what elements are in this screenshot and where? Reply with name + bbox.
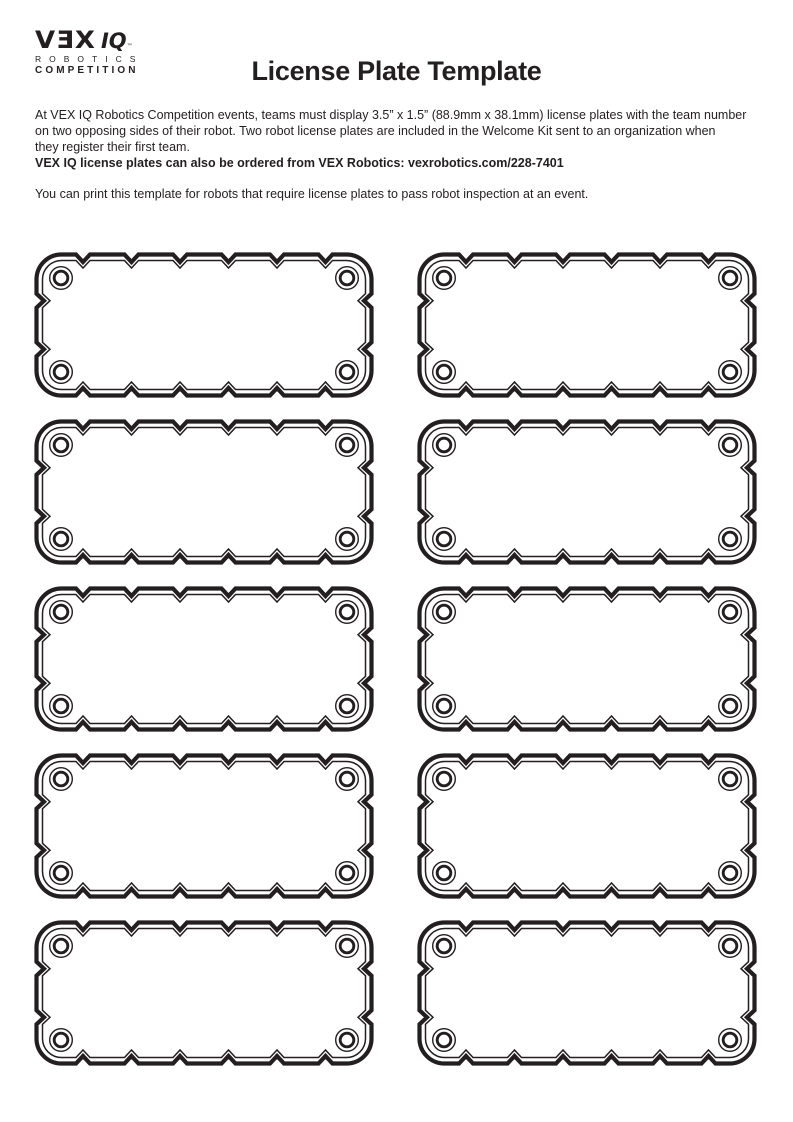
license-plate — [34, 753, 374, 899]
license-plate — [417, 252, 757, 398]
print-note: You can print this template for robots that require license plates to pass robot inspection at an event. — [35, 187, 589, 201]
intro-line-3: they register their first team. — [35, 140, 190, 154]
logo-robotics-text: ROBOTICS — [35, 54, 144, 64]
intro-line-2: on two opposing sides of their robot. Two robot license plates are included in the Welcome Kit sent to an organization when — [35, 124, 716, 138]
license-plate — [417, 419, 757, 565]
intro-line-1: At VEX IQ Robotics Competition events, teams must display 3.5” x 1.5” (88.9mm x 38.1mm) license plates with the team number — [35, 108, 747, 122]
intro-paragraph — [35, 107, 760, 171]
license-plate — [34, 586, 374, 732]
license-plate — [417, 753, 757, 899]
license-plate — [34, 252, 374, 398]
trademark-symbol: ™ — [126, 43, 133, 50]
iq-wordmark: IQ — [100, 29, 127, 53]
license-plate — [34, 920, 374, 1066]
license-plate — [417, 920, 757, 1066]
license-plate — [34, 419, 374, 565]
logo-competition-text: COMPETITION — [35, 65, 139, 76]
license-plate — [417, 586, 757, 732]
page-title: License Plate Template — [251, 56, 542, 86]
license-plate-grid — [34, 252, 757, 1066]
vex-wordmark: VƎX — [35, 27, 96, 55]
order-info-line: VEX IQ license plates can also be ordered from VEX Robotics: vexrobotics.com/228-7401 — [35, 156, 564, 170]
logo-wordmark-row — [35, 27, 160, 55]
